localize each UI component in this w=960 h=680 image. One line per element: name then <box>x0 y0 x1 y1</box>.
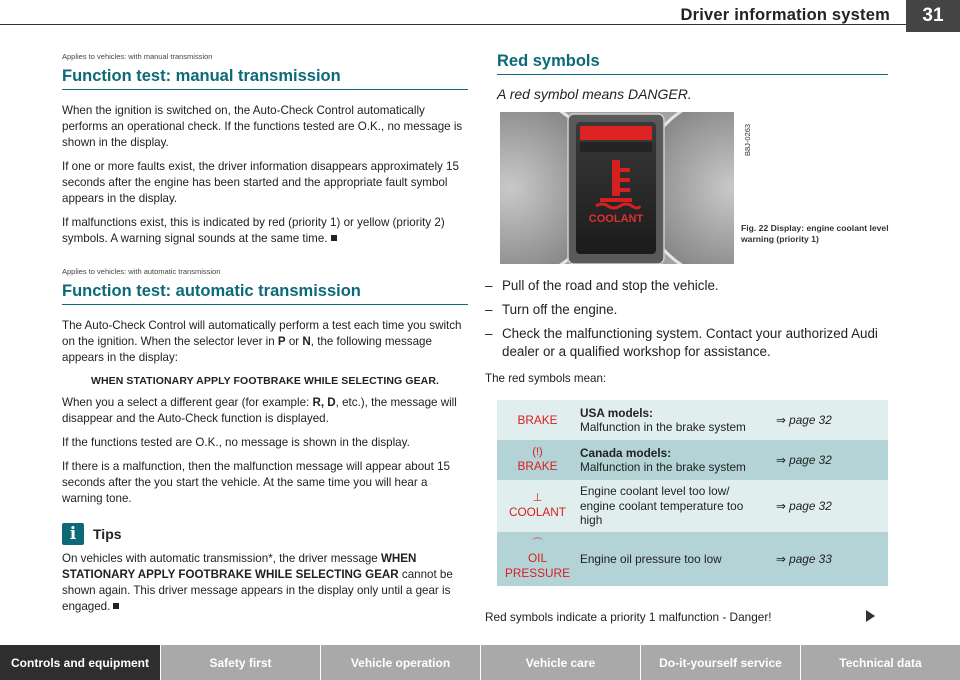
tips-label: Tips <box>93 526 122 542</box>
page-ref-link[interactable]: ⇒ page 32 <box>771 400 888 440</box>
manual-para-2: If one or more faults exist, the driver information disappears approximately 15 seconds after the engine has been started and the appropriate fault symbol appears in the display. <box>62 160 459 205</box>
automatic-para-1-or: or <box>285 335 303 348</box>
description-cell <box>578 400 771 440</box>
automatic-para-1-a: The Auto-Check Control will automatically perform a test each time you switch on the ignition. When the selector lever in <box>62 319 462 348</box>
tab-technical-data[interactable]: Technical data <box>801 645 960 680</box>
description-cell: Engine oil pressure too low <box>578 532 771 586</box>
brake-symbol-text: BRAKE <box>517 459 558 474</box>
priority-note: Red symbols indicate a priority 1 malfunction - Danger! <box>485 610 772 624</box>
tab-vehicle-care[interactable]: Vehicle care <box>481 645 641 680</box>
figure-caption <box>741 223 891 245</box>
tab-safety-first[interactable]: Safety first <box>161 645 321 680</box>
figure-code <box>741 118 753 158</box>
figure-caption-text: Display: engine coolant level warning (priority 1) <box>741 223 889 244</box>
symbol-cell <box>497 400 578 440</box>
symbol-cell <box>497 532 578 586</box>
table-row <box>497 480 888 532</box>
automatic-para-2-b: , etc.), the message will disappear and the Auto-Check function is displayed. <box>62 396 457 425</box>
tips-header <box>62 523 468 545</box>
automatic-para-2 <box>62 395 468 427</box>
tips-message: WHEN STATIONARY APPLY FOOTBRAKE WHILE SELECTING GEAR <box>62 552 417 581</box>
brake-symbol-text: BRAKE <box>517 412 558 427</box>
description-cell <box>578 440 771 480</box>
figure-caption-label: Fig. 22 <box>741 223 769 233</box>
end-mark-icon <box>331 235 337 241</box>
tab-do-it-yourself-service[interactable]: Do-it-yourself service <box>641 645 801 680</box>
oil-symbol-text: OIL PRESSURE <box>505 551 570 580</box>
description-text: Malfunction in the brake system <box>580 460 746 474</box>
step-item: – Check the malfunctioning system. Contact your authorized Audi dealer or a qualified workshop for assistance. <box>485 325 890 361</box>
description-text: Malfunction in the brake system <box>580 420 746 434</box>
step-item: – Turn off the engine. <box>485 301 890 319</box>
right-column <box>497 52 888 102</box>
gear-p: P <box>277 335 286 348</box>
tips-text-b: cannot be shown again. This driver message appears in the display only until a gear is engaged. <box>62 568 453 613</box>
symbols-lead: The red symbols mean: <box>485 372 607 385</box>
automatic-para-3: If the functions tested are O.K., no message is shown in the display. <box>62 436 410 449</box>
oil-can-icon: ⌒ <box>532 538 543 550</box>
left-column <box>62 52 468 615</box>
manual-para-1: When the ignition is switched on, the Auto-Check Control automatically performs an operational check. If the functions tested are O.K., no message is shown in the display. <box>62 104 463 149</box>
coolant-symbol-text: COOLANT <box>508 505 567 520</box>
description-cell: Engine coolant level too low/ engine coolant temperature too high <box>578 480 771 532</box>
continue-arrow-icon <box>866 610 875 622</box>
svg-text:B8J-0263: B8J-0263 <box>743 123 752 156</box>
automatic-para-2-a: When you a select a different gear (for example: <box>62 396 313 409</box>
automatic-para-1 <box>62 318 468 366</box>
page-header-title: Driver information system <box>680 6 890 24</box>
automatic-para-4: If there is a malfunction, then the malfunction message will appear about 15 seconds after the you start the vehicle. At the same time you will hear a warning tone. <box>62 460 450 505</box>
region-label: USA models: <box>580 405 653 420</box>
region-label: Canada models: <box>580 445 672 460</box>
info-icon: i <box>62 523 84 545</box>
step-item: – Pull of the road and stop the vehicle. <box>485 277 890 295</box>
manual-para-3-text: If malfunctions exist, this is indicated by red (priority 1) or yellow (priority 2) symbols. A warning signal sounds at the same time. <box>62 216 445 245</box>
tips-text-a: On vehicles with automatic transmission*, the driver message <box>62 552 381 565</box>
page-ref-link[interactable]: ⇒ page 32 <box>771 440 888 480</box>
end-mark-icon <box>113 603 119 609</box>
coolant-icon: ⊥ <box>532 492 543 505</box>
section-title-red-symbols: Red symbols <box>497 52 888 75</box>
table-row <box>497 440 888 480</box>
cluster-illustration <box>500 112 734 264</box>
symbol-cell <box>497 480 578 532</box>
symbol-cell <box>497 440 578 480</box>
action-steps <box>485 277 890 367</box>
table-row <box>497 400 888 440</box>
footer-nav <box>0 645 960 680</box>
tab-vehicle-operation[interactable]: Vehicle operation <box>321 645 481 680</box>
page-ref-link[interactable]: ⇒ page 33 <box>771 532 888 586</box>
page-number: 31 <box>906 0 960 32</box>
page-ref-link[interactable]: ⇒ page 32 <box>771 480 888 532</box>
tab-controls-and-equipment[interactable]: Controls and equipment <box>0 645 161 680</box>
applies-automatic: Applies to vehicles: with automatic transmission <box>62 267 221 276</box>
display-coolant-text: COOLANT <box>588 213 644 225</box>
manual-para-3 <box>62 215 468 247</box>
automatic-para-1-b: , the following message appears in the display: <box>62 335 432 364</box>
section-title-automatic: Function test: automatic transmission <box>62 282 468 305</box>
display-message: WHEN STATIONARY APPLY FOOTBRAKE WHILE SELECTING GEAR. <box>90 375 440 387</box>
red-symbols-subtitle: A red symbol means DANGER. <box>497 86 692 102</box>
brake-circle-icon: (!) <box>532 446 543 459</box>
instrument-cluster-figure <box>500 112 734 264</box>
gear-n: N <box>302 335 311 348</box>
applies-manual: Applies to vehicles: with manual transmission <box>62 52 213 61</box>
tips-text <box>62 551 468 615</box>
section-title-manual: Function test: manual transmission <box>62 67 468 90</box>
table-row <box>497 532 888 586</box>
red-symbols-table <box>497 400 888 586</box>
gears-rd: R, D <box>312 396 336 409</box>
